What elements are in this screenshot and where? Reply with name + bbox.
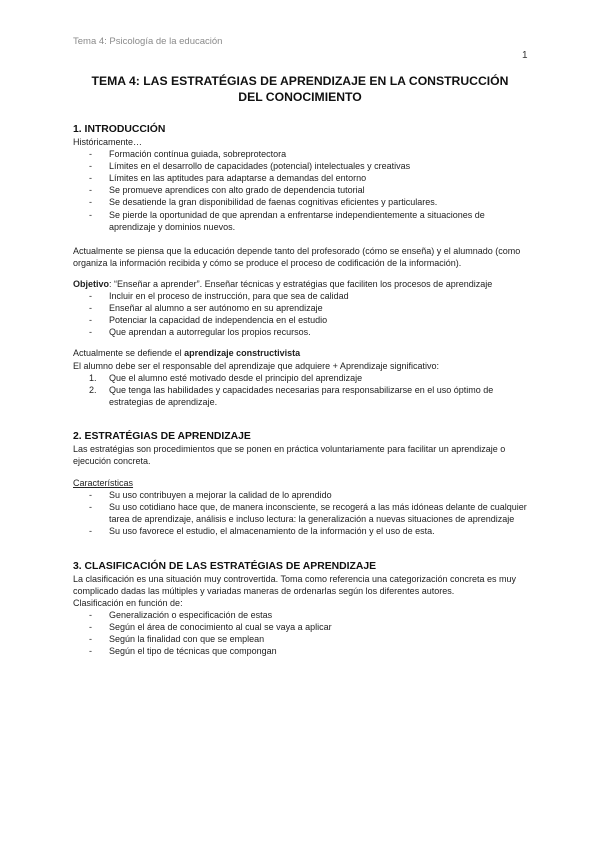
paragraph-actualmente: Actualmente se piensa que la educación depende tanto del profesorado (cómo se enseña) y el alumnado (como organiza la información recibida y cómo se produce el proceso de codificación de la información). bbox=[73, 245, 521, 268]
list-item: - Según el área de conocimiento al cual se vaya a aplicar bbox=[73, 621, 528, 633]
list-item: - Su uso contribuyen a mejorar la calidad de lo aprendido bbox=[73, 489, 528, 501]
document-body bbox=[73, 123, 528, 657]
list-item: - Límites en las aptitudes para adaptarse a demandas del entorno bbox=[73, 172, 528, 184]
list-number: 2. bbox=[89, 384, 97, 395]
section-1-list bbox=[73, 148, 528, 233]
defiende-prefix: Actualmente se defiende el bbox=[73, 348, 185, 359]
running-header: Tema 4: Psicología de la educación bbox=[73, 36, 223, 47]
list-item: - Enseñar al alumno a ser autónomo en su aprendizaje bbox=[73, 302, 528, 314]
page-number: 1 bbox=[522, 50, 528, 61]
list-item: - Según el tipo de técnicas que compongan bbox=[73, 645, 528, 657]
list-item: - Su uso favorece el estudio, el almacenamiento de la información y el uso de esta. bbox=[73, 525, 528, 537]
section-1-intro: Históricamente… bbox=[73, 137, 143, 147]
objetivo-text: : “Enseñar a aprender”. Enseñar técnicas y estratégias que faciliten los procesos de aprendizaje bbox=[109, 278, 493, 289]
section-2-list bbox=[73, 489, 528, 537]
section-3-intro: Clasificación en función de: bbox=[73, 597, 183, 608]
section-2-heading: 2. ESTRATÉGIAS DE APRENDIZAJE bbox=[73, 430, 251, 442]
list-text: Que el alumno esté motivado desde el principio del aprendizaje bbox=[109, 372, 363, 383]
section-2-paragraph: Las estratégias son procedimientos que se ponen en práctica voluntariamente para facilitar un aprendizaje o ejecución concreta. bbox=[73, 443, 506, 466]
paragraph-constructivista bbox=[73, 347, 528, 359]
numbered-list bbox=[73, 372, 528, 408]
list-item: - Formación contínua guiada, sobreprotectora bbox=[73, 148, 528, 160]
list-item: - Que aprendan a autorregular los propios recursos. bbox=[73, 326, 528, 338]
list-item: - Potenciar la capacidad de independencia en el estudio bbox=[73, 314, 528, 326]
list-item: - Según la finalidad con que se emplean bbox=[73, 633, 528, 645]
list-item: - Incluir en el proceso de instrucción, para que sea de calidad bbox=[73, 290, 528, 302]
objetivo-list bbox=[73, 290, 528, 338]
section-3-list bbox=[73, 609, 528, 657]
list-item bbox=[73, 384, 528, 408]
list-item bbox=[73, 372, 528, 384]
list-item: - Se pierde la oportunidad de que aprendan a enfrentarse independientemente a situaciones de aprendizaje y dominios nuevos. bbox=[73, 209, 528, 233]
title-line-1: TEMA 4: LAS ESTRATÉGIAS DE APRENDIZAJE EN LA CONSTRUCCIÓN bbox=[91, 74, 509, 88]
objetivo-label: Objetivo bbox=[73, 278, 110, 289]
paragraph-responsable: El alumno debe ser el responsable del aprendizaje que adquiere + Aprendizaje significativo: bbox=[73, 360, 439, 371]
paragraph-objetivo bbox=[73, 278, 528, 290]
title-line-2: DEL CONOCIMIENTO bbox=[238, 90, 362, 104]
list-item: - Se promueve aprendices con alto grado de dependencia tutorial bbox=[73, 184, 528, 196]
list-item: - Generalización o especificación de estas bbox=[73, 609, 528, 621]
document-title bbox=[60, 73, 540, 105]
section-3-heading: 3. CLASIFICACIÓN DE LAS ESTRATÉGIAS DE APRENDIZAJE bbox=[73, 560, 377, 572]
list-item: - Se desatiende la gran disponibilidad de faenas cognitivas eficientes y particulares. bbox=[73, 196, 528, 208]
section-3-paragraph: La clasificación es una situación muy controvertida. Toma como referencia una categorización concreta es muy complicado dadas las múltiples y variadas maneras de ordenarlas según los diferentes autores. bbox=[73, 573, 517, 596]
caracteristicas-label: Características bbox=[73, 478, 134, 489]
list-item: - Su uso cotidiano hace que, de manera inconsciente, se recogerá a las más idóneas delante de cualquier tarea de aprendizaje, análisis e incluso lectura: la generalización a nuevas situaciones de aprendizaje bbox=[73, 501, 528, 525]
list-text: Que tenga las habilidades y capacidades necesarias para responsabilizarse en el uso óptimo de estrategias de aprendizaje. bbox=[109, 384, 494, 407]
defiende-bold: aprendizaje constructivista bbox=[184, 348, 301, 359]
section-1-heading: 1. INTRODUCCIÓN bbox=[73, 124, 166, 135]
list-item: - Límites en el desarrollo de capacidades (potencial) intelectuales y creativas bbox=[73, 160, 528, 172]
list-number: 1. bbox=[89, 372, 97, 383]
